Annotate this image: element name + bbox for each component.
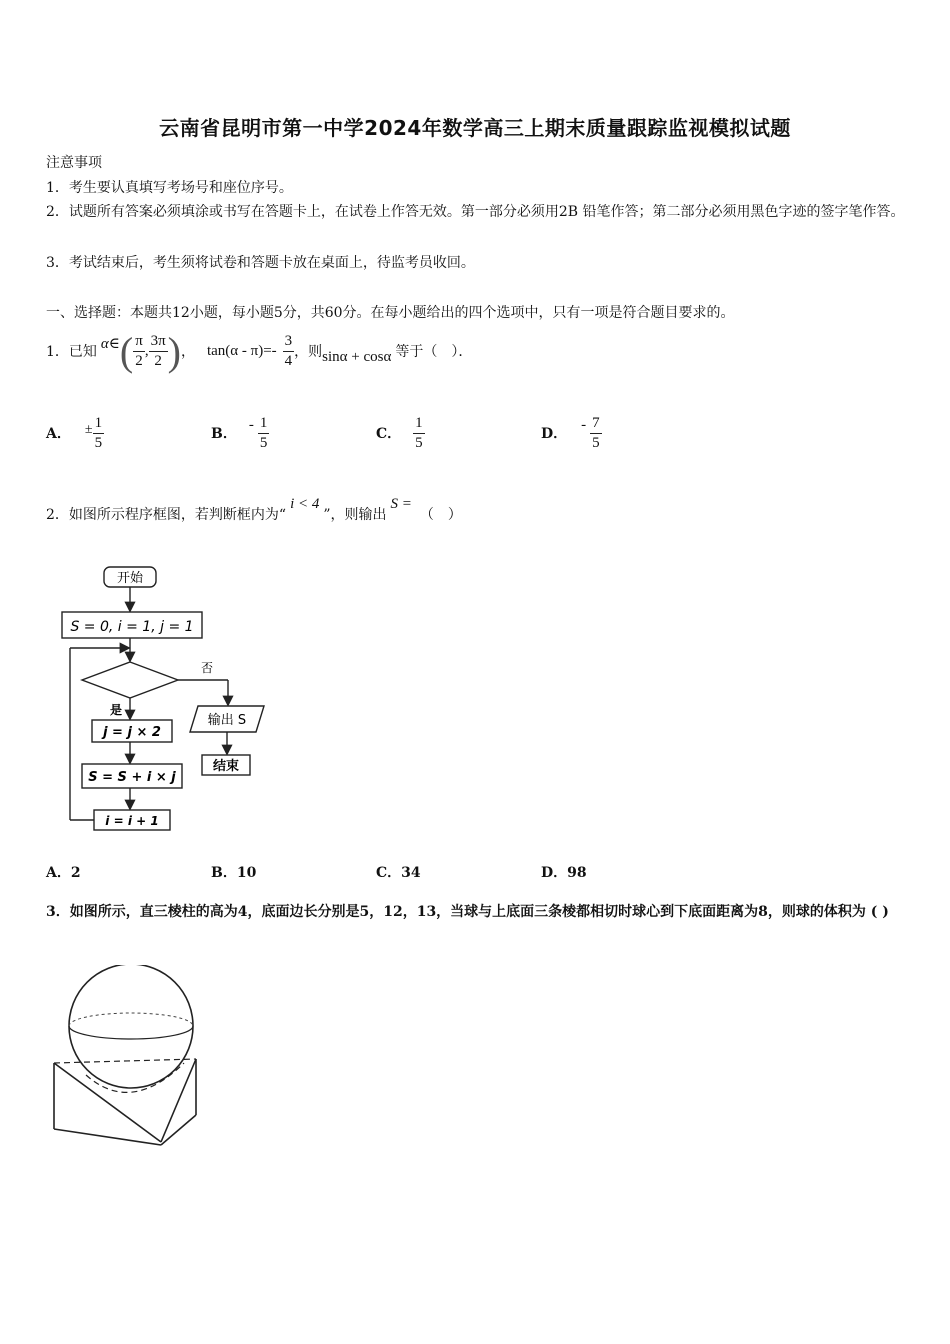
option-frac: $\frac{1}{5}$ <box>415 414 423 451</box>
option-frac: $\frac{7}{5}$ <box>592 414 600 451</box>
flow-decision-diamond <box>82 662 178 698</box>
q2-option-a[interactable]: A．2 <box>46 865 81 881</box>
q1-option-a[interactable] <box>46 410 104 456</box>
flow-start-label: 开始 <box>116 571 144 586</box>
q2-var: S = <box>390 495 412 512</box>
q1-frac-1: $\frac{\pi}{2}$ <box>135 332 143 369</box>
q1-comma: ， <box>180 344 195 360</box>
notice-item-3: 3．考试结束后，考生须将试卷和答题卡放在桌面上，待监考员收回。 <box>46 255 475 271</box>
option-label: B． <box>211 426 237 442</box>
q1-suffix: 等于（ ）． <box>395 344 473 360</box>
q1-then: ，则 <box>294 344 323 360</box>
sphere-outline <box>69 965 193 1088</box>
flow-yes-label: 是 <box>110 703 123 717</box>
q1-tan-expr: tan(α - π)=- <box>206 342 277 359</box>
notice-item-2: 2．试题所有答案必须填涂或书写在答题卡上，在试卷上作答无效。第一部分必须用2B 铅笔作答；第二部分必须用黑色字迹的签字笔作答。 <box>46 204 905 220</box>
option-frac: $\frac{1}{5}$ <box>94 414 103 451</box>
notice-item-1: 1．考生要认真填写考场号和座位序号。 <box>46 180 293 196</box>
sphere-prism-figure <box>46 965 216 1155</box>
option-sign: ± <box>84 422 93 437</box>
option-frac: $\frac{1}{5}$ <box>259 414 268 451</box>
q2-suffix: （ ） <box>419 507 462 523</box>
flow-no-label: 否 <box>201 661 214 675</box>
q2-condition: i < 4 <box>290 495 320 512</box>
flow-output-label: 输出 S <box>207 713 247 728</box>
option-sign: - <box>581 416 587 433</box>
flow-step3-label: i = i + 1 <box>105 814 159 828</box>
flowchart-diagram <box>58 560 278 840</box>
question-1: 1．已知 α∈ ( $\frac{\pi}{2}$ , $\frac{3\pi}{2}$ ) ， tan(α - π)=- $\frac{3}{4}$ ，则 sinα + cosα 等于（ ）． <box>46 328 473 374</box>
section-heading: 一、选择题：本题共12小题，每小题5分，共60分。在每小题给出的四个选项中，只有一项是符合题目要求的。 <box>46 305 735 321</box>
q1-option-c[interactable] <box>376 410 425 456</box>
q1-prefix: 1．已知 <box>46 344 97 360</box>
option-label: D． <box>541 426 568 442</box>
q2-option-c[interactable]: C．34 <box>376 865 421 881</box>
q1-left-paren-icon: ( <box>119 328 134 374</box>
q2-option-d[interactable]: D．98 <box>541 865 587 881</box>
flow-init-label: S = 0, i = 1, j = 1 <box>70 619 194 635</box>
q1-alpha-in: α∈ <box>100 335 120 352</box>
flow-step1-label: j = j × 2 <box>103 725 161 740</box>
q1-frac-2: $\frac{3\pi}{2}$ <box>150 332 166 369</box>
q1-option-b[interactable] <box>211 410 269 456</box>
flow-end-label: 结束 <box>212 759 240 774</box>
q2-option-b[interactable]: B．10 <box>211 865 257 881</box>
page-title: 云南省昆明市第一中学2024年数学高三上期末质量跟踪监视模拟试题 <box>159 116 791 140</box>
q1-expr: sinα + cosα <box>322 348 392 365</box>
option-label: A． <box>46 426 71 442</box>
notice-heading: 注意事项 <box>46 155 102 171</box>
q1-option-d[interactable] <box>541 410 602 456</box>
q2-mid: ”，则输出 <box>323 507 387 523</box>
option-sign: - <box>248 416 254 433</box>
question-3: 3．如图所示，直三棱柱的高为4，底面边长分别是5，12，13，当球与上底面三条棱都相切时球心到下底面距离为8，则球的体积为 ( ) <box>46 904 889 920</box>
flow-step2-label: S = S + i × j <box>88 770 176 785</box>
q2-prefix: 2．如图所示程序框图，若判断框内为“ <box>46 507 287 523</box>
option-label: C． <box>376 426 402 442</box>
q1-frac-3: $\frac{3}{4}$ <box>284 332 293 369</box>
q1-right-paren-icon: ) <box>167 328 181 374</box>
question-2 <box>46 494 462 534</box>
